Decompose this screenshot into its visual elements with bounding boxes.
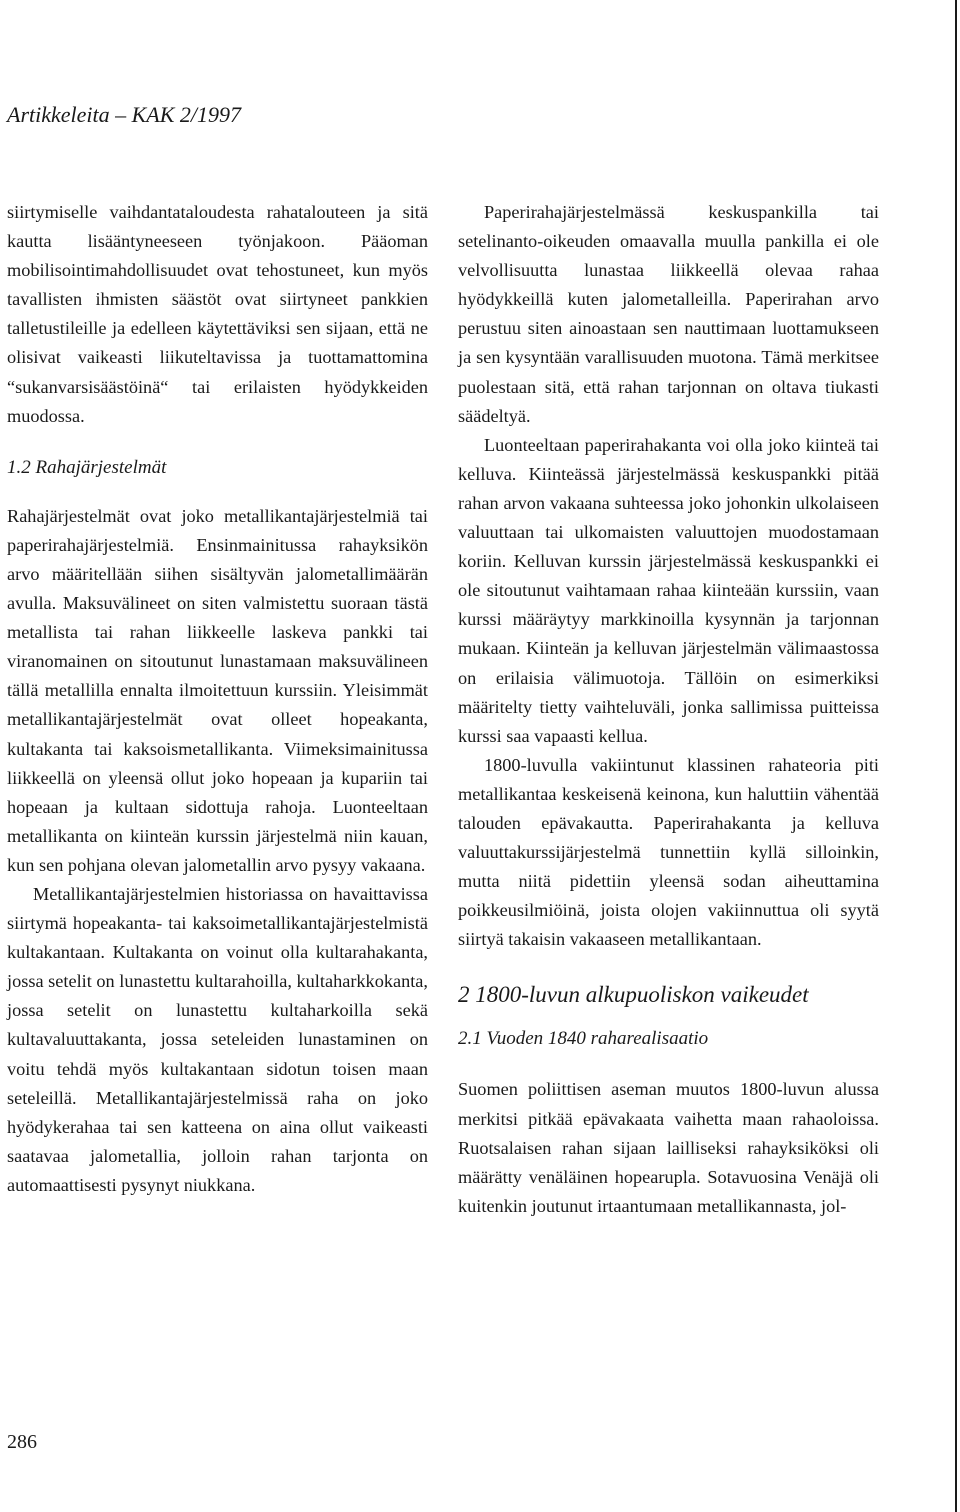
- section-heading-1-2: 1.2 Rahajärjestelmät: [7, 456, 167, 478]
- paragraph: Suomen poliittisen aseman muutos 1800-luvun alussa merkitsi pitkää epävakaata vaihetta maan rahaoloissa. Ruotsalaisen rahan sijaan lailliseksi rahayksiköksi oli määrätty venäläinen hopearupla. Sotavuosina Venäjä oli kuitenkin joutunut irtaantumaan metallikannasta, jol-: [458, 1079, 879, 1216]
- running-header: Artikkeleita – KAK 2/1997: [7, 102, 242, 127]
- right-column: [458, 198, 879, 1221]
- left-column: [7, 198, 428, 1200]
- page-edge-line: [955, 0, 957, 1512]
- paragraph: Luonteeltaan paperirahakanta voi olla joko kiinteä tai kelluva. Kiinteässä järjestelmässä keskuspankki pitää rahan arvon vakaana suhteessa joko johonkin ulkolaiseen valuuttaan tai ulkomaisten valuuttojen muodostamaan koriin. Kelluvan kurssin järjestelmässä keskuspankki ei ole sitoutunut vaihtamaan rahaa kiinteään kurssiin, vaan kurssi määräytyy markkinoilla kysynnän ja tarjonnan mukaan. Kiinteän ja kelluvan järjestelmän välimaastossa on erilaisia välimuotoja. Tällöin on esimerkiksi määritelty tietty vaihteluväli, jonka sallimissa puitteissa kurssi saa vapaasti kellua.: [458, 434, 879, 746]
- section-heading-2-1: 2.1 Vuoden 1840 raharealisaatio: [458, 1028, 709, 1050]
- paragraph: Paperirahajärjestelmässä keskuspankilla tai setelinanto-oikeuden omaavalla muulla pankilla ei ole velvollisuutta lunastaa liikkeellä olevaa rahaa hyödykkeillä kuten jalometalleilla. Paperirahan arvo perustuu siten ainoastaan sen nauttimaan luottamukseen ja sen kysyntään varallisuuden muotona. Tämä merkitsee puolestaan sitä, että rahan tarjonnan on oltava tiukasti säädeltyä.: [458, 202, 879, 426]
- paragraph: Rahajärjestelmät ovat joko metallikantajärjestelmiä tai paperirahajärjestelmiä. Ensinmainitussa rahayksikön arvo määritellään siihen sisältyvän jalometallimäärän avulla. Maksuvälineet on siten valmistettu suoraan tästä metallista tai rahan liikkeelle laskeva pankki tai viranomainen on sitoutunut lunastamaan maksuvälineen tällä metallilla ennalta ilmoitettuun kurssiin. Yleisimmät metallikantajärjestelmät ovat olleet hopeakanta, kultakanta tai kaksoismetallikanta. Viimeksimainitussa liikkeellä on yleensä ollut joko hopeaan ja kupariin tai hopeaan ja kultaan sidottuja rahoja. Luonteeltaan metallikanta on kiinteän kurssin järjestelmä niin kauan, kun sen pohjana olevan jalometallin arvo pysyy vakaana.: [7, 505, 428, 875]
- paragraph: siirtymiselle vaihdantataloudesta rahatalouteen ja sitä kautta lisääntyneeseen työnjakoon. Pääoman mobilisointimahdollisuudet ovat tehostuneet, kun myös tavallisten ihmisten säästöt ovat siirtyneet pankkien talletustileille ja edelleen käytettäviksi sen sijaan, että ne olisivat vaikeasti liikuteltavissa ja tuottamattomina “sukanvarsisäästöinä“ tai erilaisten hyödykkeiden muodossa.: [7, 202, 428, 426]
- chapter-heading-2: 2 1800-luvun alkupuoliskon vaikeudet: [458, 982, 809, 1008]
- page-number: 286: [7, 1431, 37, 1453]
- paragraph: Metallikantajärjestelmien historiassa on havaittavissa siirtymä hopeakanta- tai kaksoimetallikantajärjestelmistä kultakantaan. Kultakanta on voinut olla kultarahakanta, jossa setelit on lunastettu kultarahoilla, kultaharkkokanta, jossa setelit on lunastettu kultaharkoilla sekä kultavaluuttakanta, jossa seteleiden lunastaminen on voitu tehdä myös kultakantaan sidotun toisen maan seteleillä. Metallikantajärjestelmissä raha on joko hyödykerahaa tai sen katteena on aina ollut vaikeasti saatavaa jalometallia, jolloin rahan tarjonta on automaattisesti pysynyt niukkana.: [7, 883, 428, 1195]
- paragraph: 1800-luvulla vakiintunut klassinen rahateoria piti metallikantaa keskeisenä keinona, kun haluttiin vähentää talouden epävakautta. Paperirahakanta ja kelluva valuuttakurssijärjestelmä tunnettiin kyllä silloinkin, mutta niitä pidettiin yleensä sodan aiheuttamina poikkeusilmiöinä, joista olojen vakiinnuttua oli syytä siirtyä takaisin vakaaseen metallikantaan.: [458, 754, 879, 950]
